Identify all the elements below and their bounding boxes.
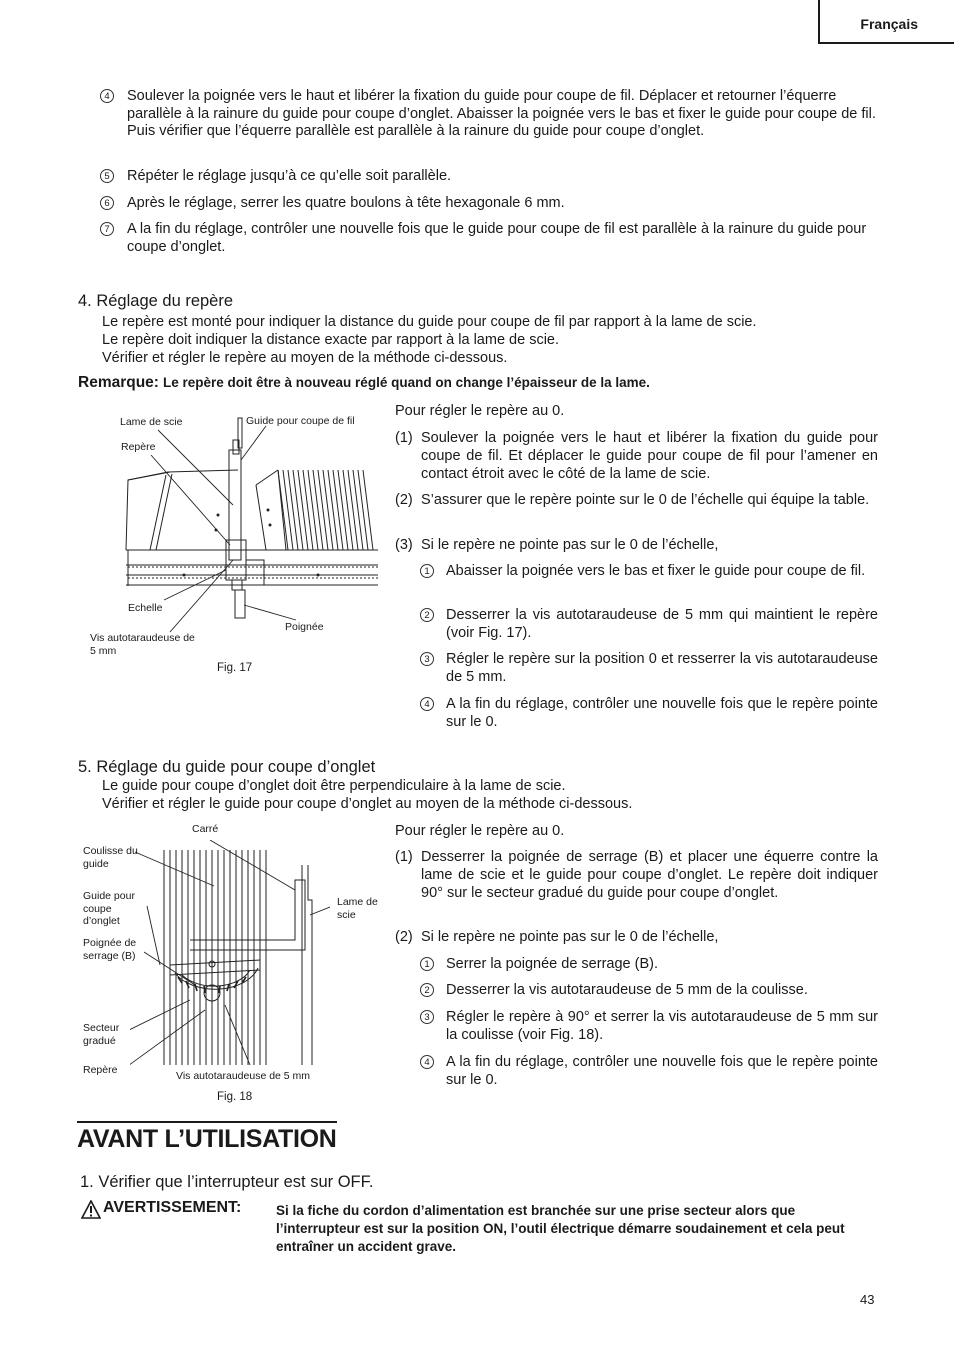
paragraph: Vérifier et régler le repère au moyen de la méthode ci-dessous. [102,350,508,366]
warning-icon [81,1200,101,1219]
substep [420,955,878,973]
fig17-label-rip-fence: Guide pour coupe de fil [246,415,355,427]
fig17-label-screw: Vis autotaraudeuse de 5 mm [90,632,195,657]
substep [420,981,878,999]
note [78,374,898,392]
note-label: Remarque: [78,374,159,391]
procedure-step [395,848,878,902]
procedure-step-number: (1) [395,430,413,446]
fig18-drawing [130,840,330,1070]
substep [420,695,878,731]
step-text: Soulever la poignée vers le haut et libérer la fixation du guide pour coupe de fil. Déplacer et retourner l’équerre parallèle à la rainure du guide pour coupe d’onglet. Abaisser la poignée vers le bas et fixer le guide pour coupe de fil. Puis vérifier que l’équerre parallèle est parallèle à la rainure du guide pour coupe d’onglet. [127,88,876,139]
fig18-label-pointer: Repère [83,1064,118,1076]
intro-step [100,221,878,256]
procedure-step [395,536,878,554]
step-text: A la fin du réglage, contrôler une nouvelle fois que le guide pour coupe de fil est parallèle à la rainure du guide pour coupe d’onglet. [127,221,867,255]
section-title: AVANT L’UTILISATION [77,1121,337,1154]
procedure-intro: Pour régler le repère au 0. [395,403,565,419]
procedure-step-text: Si le repère ne pointe pas sur le 0 de l’échelle, [421,929,719,945]
step-text: Après le réglage, serrer les quatre boulons à tête hexagonale 6 mm. [127,195,565,211]
procedure-step-text: S’assurer que le repère pointe sur le 0 de l’échelle qui équipe la table. [421,492,870,508]
procedure-step-text: Soulever la poignée vers le haut et libérer la fixation du guide pour coupe de fil. Et déplacer le guide pour coupe de fil pour l’amener en contact étroit avec le côté de la lame de scie. [421,430,878,482]
intro-step [100,195,878,213]
step-number: 5 [100,169,114,183]
language-label: Français [860,16,918,32]
fig18-label-clamp-handle: Poignée de serrage (B) [83,937,137,962]
warning-text: Si la fiche du cordon d’alimentation est branchée sur une prise secteur alors que l’interrupteur est sur la position ON, l’outil électrique démarre soudainement et cela peut entraîner un accident grave. [276,1203,845,1254]
paragraph: Le repère doit indiquer la distance exacte par rapport à la lame de scie. [102,332,560,348]
substep-number: 1 [420,564,434,578]
fig18-label-scale: Secteur gradué [83,1022,120,1047]
intro-step [100,168,878,186]
paragraph: Vérifier et régler le guide pour coupe d’onglet au moyen de la méthode ci-dessous. [102,796,633,812]
fig17-caption: Fig. 17 [217,662,253,674]
procedure-step-text: Desserrer la poignée de serrage (B) et placer une équerre contre la lame de scie et le guide pour coupe d’onglet. Le repère doit indiquer 90° sur le secteur gradué du guide pour coupe d’onglet. [421,849,878,901]
substep [420,562,878,580]
fig18-label-square: Carré [192,823,219,835]
fig18-label-blade: Lame de scie [337,896,378,921]
fig18-label-miter-gauge: Guide pour coupe d’onglet [83,890,135,927]
fig18-caption: Fig. 18 [217,1091,253,1103]
note-text: Le repère doit être à nouveau réglé quand on change l’épaisseur de la lame. [163,375,650,390]
intro-step [100,88,878,141]
step-number: 6 [100,196,114,210]
substep-text: Desserrer la vis autotaraudeuse de 5 mm qui maintient le repère (voir Fig. 17). [446,607,878,641]
procedure-intro: Pour régler le repère au 0. [395,823,565,839]
checklist-item: 1. Vérifier que l’interrupteur est sur OFF. [80,1173,374,1191]
section-heading: 4. Réglage du repère [78,292,234,310]
language-tab [818,0,954,44]
procedure-step [395,491,878,509]
warning-label: AVERTISSEMENT: [103,1199,242,1216]
substep-number: 2 [420,983,434,997]
step-number: 4 [100,89,114,103]
substep [420,1053,878,1089]
substep-number: 3 [420,652,434,666]
fig18-label-screw: Vis autotaraudeuse de 5 mm [176,1070,311,1082]
substep [420,1008,878,1044]
substep-text: Desserrer la vis autotaraudeuse de 5 mm de la coulisse. [446,982,808,998]
substep [420,650,878,686]
step-number: 7 [100,222,114,236]
substep-number: 3 [420,1010,434,1024]
substep-text: Serrer la poignée de serrage (B). [446,956,658,972]
paragraph: Le repère est monté pour indiquer la distance du guide pour coupe de fil par rapport à la lame de scie. [102,314,757,330]
fig17-label-blade: Lame de scie [120,416,183,428]
procedure-step-text: Si le repère ne pointe pas sur le 0 de l’échelle, [421,537,719,553]
step-text: Répéter le réglage jusqu’à ce qu’elle soit parallèle. [127,168,452,184]
procedure-step-number: (3) [395,537,413,553]
substep-text: A la fin du réglage, contrôler une nouvelle fois que le repère pointe sur le 0. [446,1054,878,1088]
substep-number: 2 [420,608,434,622]
procedure-step [395,928,878,946]
substep-text: Régler le repère sur la position 0 et resserrer la vis autotaraudeuse de 5 mm. [446,651,878,685]
procedure-step-number: (2) [395,929,413,945]
fig17-label-handle: Poignée [285,621,324,633]
substep [420,606,878,642]
procedure-step-number: (1) [395,849,413,865]
substep-number: 1 [420,957,434,971]
substep-number: 4 [420,1055,434,1069]
paragraph: Le guide pour coupe d’onglet doit être perpendiculaire à la lame de scie. [102,778,566,794]
substep-text: Régler le repère à 90° et serrer la vis autotaraudeuse de 5 mm sur la coulisse (voir Fig. 18). [446,1009,878,1043]
fig17-label-pointer: Repère [121,441,156,453]
substep-number: 4 [420,697,434,711]
page-number: 43 [860,1292,875,1307]
substep-text: Abaisser la poignée vers le bas et fixer le guide pour coupe de fil. [446,563,866,579]
fig17-label-scale: Echelle [128,602,163,614]
procedure-step [395,429,878,483]
procedure-step-number: (2) [395,492,413,508]
substep-text: A la fin du réglage, contrôler une nouvelle fois que le repère pointe sur le 0. [446,696,878,730]
fig18-label-slide: Coulisse du guide [83,845,138,870]
section-heading: 5. Réglage du guide pour coupe d’onglet [78,758,376,776]
